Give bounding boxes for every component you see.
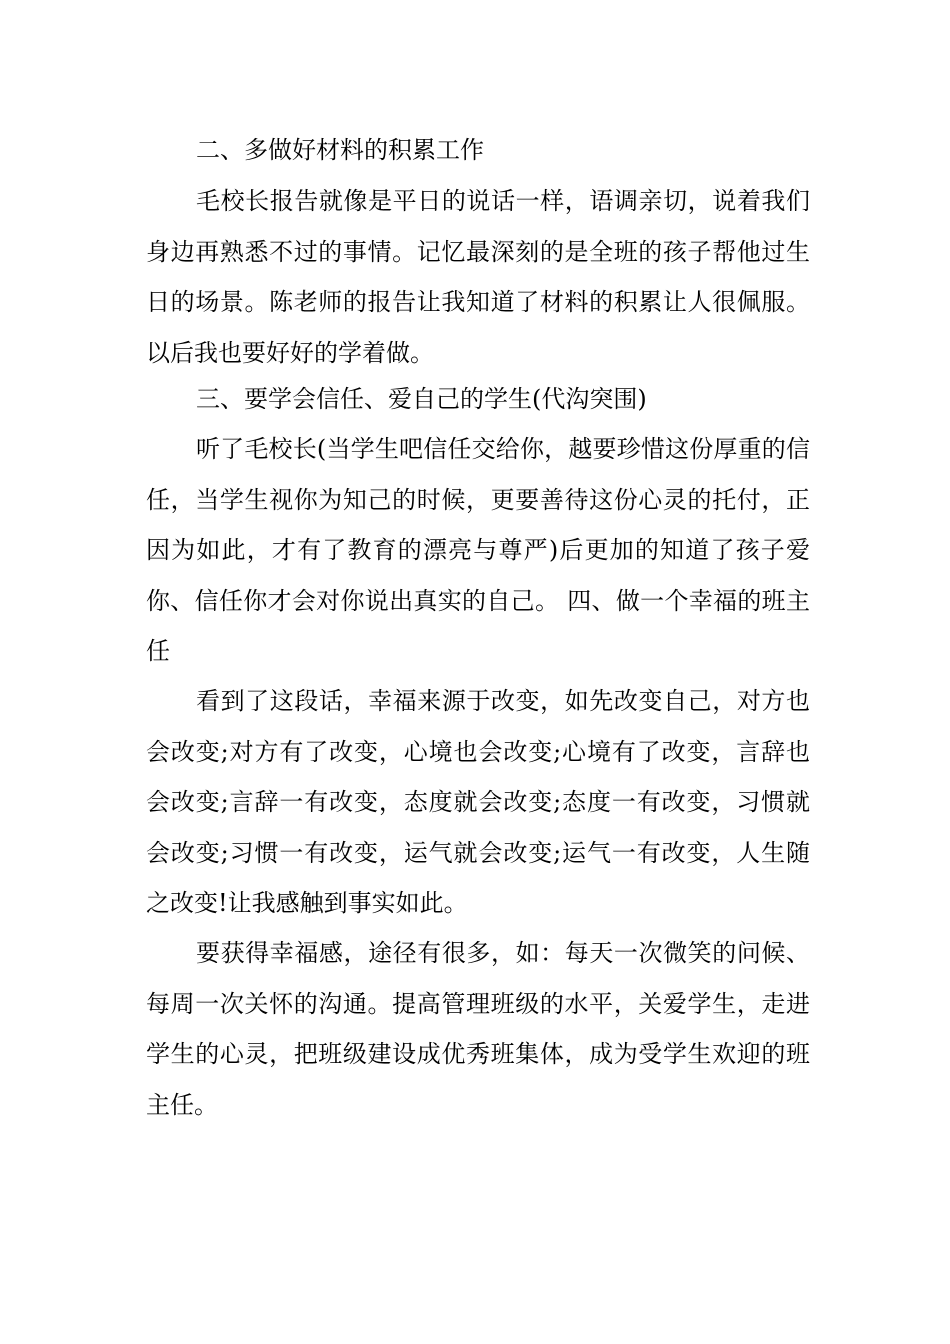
paragraph-change: 看到了这段话，幸福来源于改变，如先改变自己，对方也会改变;对方有了改变，心境也会改变;心境有了改变，言辞也会改变;言辞一有改变，态度就会改变;态度一有改变，习惯就会改变;习惯一有改变，运气就会改变;运气一有改变，人生随之改变!让我感触到事实如此。	[146, 687, 810, 918]
paragraph-happiness: 要获得幸福感，途径有很多，如：每天一次微笑的问候、每周一次关怀的沟通。提高管理班级的水平，关爱学生，走进学生的心灵，把班级建设成优秀班集体，成为受学生欢迎的班主任。	[146, 939, 810, 1119]
section-heading-trust: 三、要学会信任、爱自己的学生(代沟突围)	[196, 385, 647, 413]
section-heading-materials: 二、多做好材料的积累工作	[196, 136, 484, 164]
paragraph-principal-report: 毛校长报告就像是平日的说话一样，语调亲切，说着我们身边再熟悉不过的事情。记忆最深刻的是全班的孩子帮他过生日的场景。陈老师的报告让我知道了材料的积累让人很佩服。以后我也要好好的学着做。	[146, 187, 810, 367]
paragraph-trust: 听了毛校长(当学生吧信任交给你，越要珍惜这份厚重的信任，当学生视你为知己的时候，更要善待这份心灵的托付，正因为如此，才有了教育的漂亮与尊严)后更加的知道了孩子爱你、信任你才会对你说出真实的自己。 四、做一个幸福的班主任	[146, 435, 810, 666]
